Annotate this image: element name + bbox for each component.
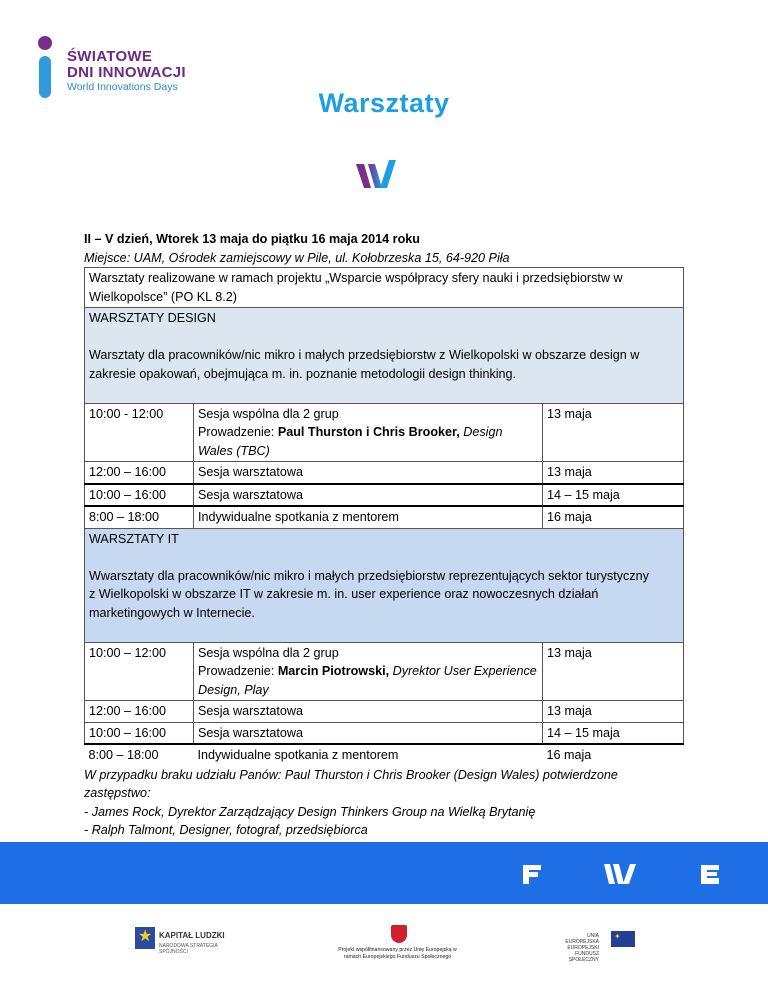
wielkopolska-coat-of-arms (335, 925, 460, 969)
design-first-time: 10:00 - 12:00 (85, 403, 194, 462)
lead-label: Prowadzenie: (198, 425, 278, 439)
it-section-header (85, 528, 698, 642)
page-title: Warsztaty (318, 88, 450, 118)
lead-label: Prowadzenie: (198, 664, 278, 678)
design-row-time: 12:00 – 16:00 (85, 462, 194, 484)
design-row-time: 10:00 – 16:00 (85, 484, 194, 507)
it-row-time: 8:00 – 18:00 (88, 748, 159, 762)
schedule-table (84, 267, 698, 766)
design-first-activity (194, 403, 543, 462)
it-section-description: Wwarsztaty dla pracowników/nic mikro i małych przedsiębiorstw reprezentujących sektor turystyczny z Wielkopolski w obszarze IT w zakresie m. in. user experience oraz nowoczesnych działań marketingowych w Internecie. (89, 568, 698, 620)
it-first-lead (198, 662, 538, 699)
substitute-1: - James Rock, Dyrektor Zarządzający Design Thinkers Group na Wielką Brytanię (84, 804, 536, 819)
lead-organization: Design Wales (TBC) (198, 425, 503, 458)
it-first-activity (194, 642, 543, 701)
it-row-date: 13 maja (543, 701, 684, 723)
event-dates-heading: II – V dzień, Wtorek 13 maja do piątku 16 maja 2014 roku (84, 232, 420, 246)
eu-logo (565, 925, 635, 963)
design-row-date: 16 maja (543, 506, 684, 528)
it-row-time: 12:00 – 16:00 (85, 701, 194, 723)
eu-flag-icon: ✦ (611, 931, 635, 947)
it-section-label: WARSZTATY IT (89, 531, 179, 546)
it-first-session: Sesja wspólna dla 2 grup (198, 645, 339, 660)
design-row-activity: Sesja warsztatowa (194, 462, 543, 484)
kl-star-icon: ★ (138, 928, 153, 945)
footer-band (0, 842, 768, 904)
document-body (84, 230, 698, 840)
cofinancing-note: Projekt współfinansowany przez Unię Europejską w ramach Europejskiego Funduszu Społecznego (338, 947, 457, 960)
logo-line-2: DNI INNOWACJI (67, 64, 186, 81)
logo-line-1: ŚWIATOWE (67, 48, 153, 65)
kapital-ludzki-logo (135, 925, 235, 955)
design-row-date: 13 maja (543, 462, 684, 484)
it-row-date: 14 – 15 maja (543, 722, 684, 744)
design-first-session: Sesja wspólna dla 2 grup (198, 406, 339, 421)
e-letter-icon (698, 862, 722, 886)
substitution-note: W przypadku braku udziału Panów: Paul Thurston i Chris Brooker (Design Wales) potwierdzone zastępstwo: (84, 767, 618, 800)
lead-organization: Dyrektor User Experience Design, Play (198, 664, 537, 697)
project-info-cell: Warsztaty realizowane w ramach projektu „Wsparcie współpracy sfery nauki i przedsiębiorstw w Wielkopolsce” (PO KL 8.2) (85, 268, 684, 308)
design-row-activity: Sesja warsztatowa (194, 484, 543, 507)
it-row-activity: Sesja warsztatowa (194, 701, 543, 723)
w-brand-icon (356, 158, 396, 192)
design-first-date: 13 maja (543, 403, 684, 462)
design-row-date: 14 – 15 maja (543, 484, 684, 507)
event-location: Miejsce: UAM, Ośrodek zamiejscowy w Pile, ul. Kołobrzeska 15, 64-920 Piła (84, 250, 510, 265)
it-first-date: 13 maja (543, 642, 684, 701)
logo-line-3: World Innovations Days (67, 81, 178, 93)
design-section-description: Warsztaty dla pracowników/nic mikro i małych przedsiębiorstw z Wielkopolski w obszarze design w zakresie opakowań, obejmująca m. in. poznanie metodologii design thinking. (89, 348, 640, 381)
design-section-header (85, 308, 684, 404)
it-first-time: 10:00 – 12:00 (85, 642, 194, 701)
f-letter-icon (520, 862, 544, 886)
it-row-time: 10:00 – 16:00 (85, 722, 194, 744)
design-section-label: WARSZTATY DESIGN (89, 311, 216, 325)
design-row-time: 8:00 – 18:00 (85, 506, 194, 528)
eagle-shield-icon (391, 925, 407, 943)
kl-subtitle: NARODOWA STRATEGIA SPÓJNOŚCI (159, 943, 218, 955)
lead-names: Paul Thurston i Chris Brooker, (277, 425, 460, 439)
it-row-activity: Indywidualne spotkania z mentorem (197, 748, 399, 762)
design-row-activity: Indywidualne spotkania z mentorem (194, 506, 543, 528)
design-first-lead (198, 423, 538, 460)
it-row-date: 16 maja (546, 748, 592, 762)
lead-names: Marcin Piotrowski, (277, 664, 390, 678)
w-letter-icon (604, 862, 638, 886)
eu-label: UNIA EUROPEJSKA EUROPEJSKI FUNDUSZ SPOŁECZNY (565, 933, 599, 963)
substitute-2: - Ralph Talmont, Designer, fotograf, przedsiębiorca (84, 823, 368, 837)
logo-dot-icon (38, 36, 52, 50)
kl-title: KAPITAŁ LUDZKI (159, 931, 225, 940)
it-row-activity: Sesja warsztatowa (194, 722, 543, 744)
